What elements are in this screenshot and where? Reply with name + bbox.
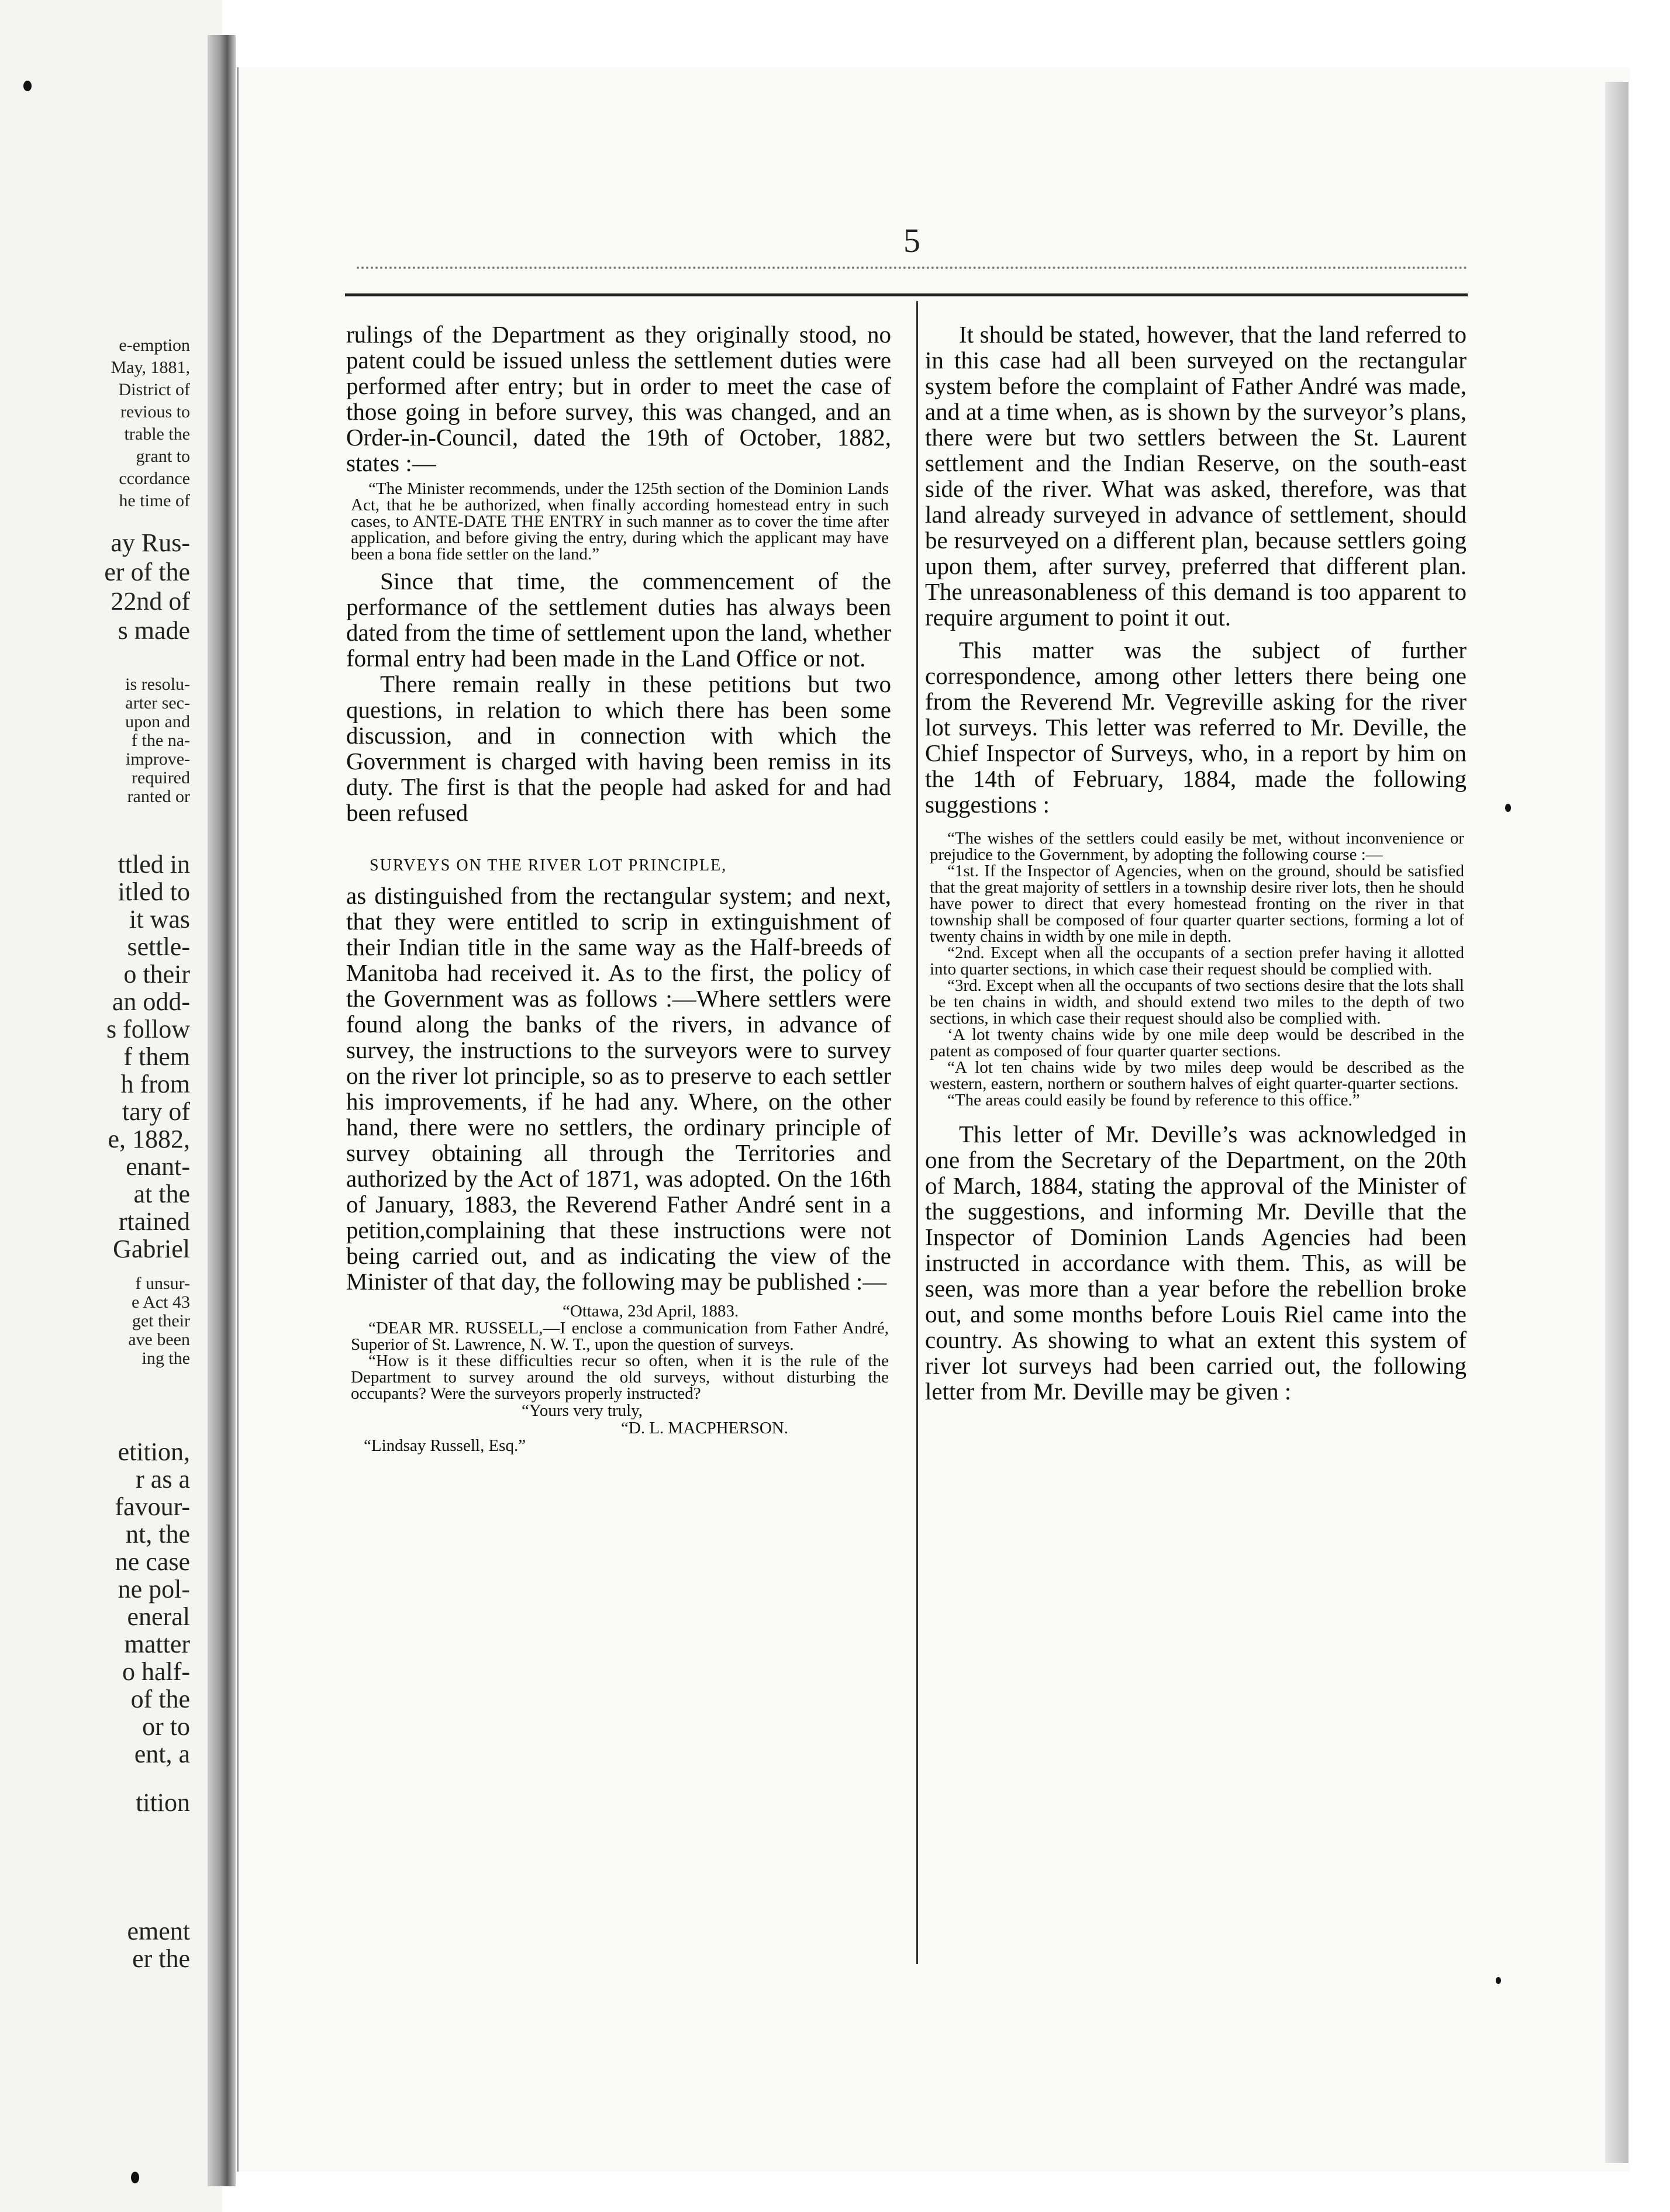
left-page-line: e, 1882, [108, 1125, 190, 1153]
left-page-line: settle- [127, 932, 190, 961]
left-page-line: o half- [122, 1657, 190, 1686]
left-page-line: trable the [124, 424, 190, 444]
left-page-line: enant- [126, 1152, 190, 1181]
deville-quote: “2nd. Except when all the occupants of a section prefer having it allotted into quarter sections, in which case their request should be complied with. [930, 943, 1464, 979]
letter-closing: “Yours very truly, [522, 1401, 643, 1420]
left-facing-page [0, 0, 222, 2212]
left-page-line: itled to [118, 877, 190, 906]
right-column [925, 322, 1467, 1404]
left-column [346, 322, 891, 1454]
letter-date: “Ottawa, 23d April, 1883. [563, 1302, 739, 1321]
left-page-line: revious to [120, 402, 190, 421]
left-page-line: er of the [104, 558, 190, 586]
left-page-line: ne case [115, 1547, 190, 1576]
left-page-line: ccordance [119, 469, 190, 488]
order-in-council-quote: “The Minister recommends, under the 125th section of the Dominion Lands Act, that he be authorized, when finally according homestead entry in such cases, to ANTE-DATE THE ENTRY in such manner as to cover the time after application, and before giving the entry, during which the applicant may have been a bona fide settler on the land.” [351, 479, 889, 564]
ink-spot [23, 81, 32, 91]
left-page-line: improve- [126, 749, 190, 769]
ink-spot [1505, 804, 1511, 812]
left-page-line: or to [142, 1712, 190, 1741]
paragraph: Since that time, the commencement of the performance of the settlement duties has always been dated from the time of settlement upon the land, whether formal entry had been made in the Land Office or not. [346, 568, 891, 672]
left-page-line: May, 1881, [111, 358, 190, 377]
left-page-line: is resolu- [125, 675, 190, 694]
letter-addressee: “Lindsay Russell, Esq.” [364, 1436, 526, 1455]
left-page-line: er the [132, 1944, 190, 1973]
left-page-line: of the [130, 1685, 190, 1713]
left-page-line: arter sec- [125, 693, 190, 713]
left-page-line: ave been [128, 1330, 190, 1349]
paragraph: There remain really in these petitions but two questions, in relation to which there has been some discussion, and in connection with which the Government is charged with having been remiss in its duty. The first is that the people had asked for and had been refused [346, 670, 891, 826]
left-page-line: f unsur- [135, 1274, 190, 1293]
left-page-line: it was [129, 905, 190, 934]
deville-quote: “The areas could easily be found by reference to this office.” [947, 1091, 1360, 1110]
left-page-line: rtained [118, 1207, 190, 1236]
left-page-line: e-emption [119, 336, 190, 355]
letter-body: “How is it these difficulties recur so often, when it is the rule of the Department to survey around the old surveys, without disturbing the occupants? Were the surveyors properly instructed? [351, 1352, 889, 1403]
left-page-line: f the na- [132, 731, 190, 750]
left-page-line: grant to [136, 447, 190, 466]
left-page-line: 22nd of [111, 587, 190, 616]
left-page-line: f them [123, 1042, 190, 1071]
left-page-line: ent, a [134, 1740, 190, 1768]
left-page-line: tary of [122, 1097, 190, 1126]
left-page-line: nt, the [126, 1520, 190, 1549]
left-page-line: ay Rus- [111, 528, 190, 557]
ink-spot [131, 2172, 139, 2183]
header-dotted-rule [357, 267, 1468, 269]
left-page-line: ranted or [127, 787, 190, 806]
left-page-line: s made [118, 616, 190, 645]
left-page-line: r as a [136, 1465, 190, 1494]
left-page-line: District of [118, 380, 190, 399]
letter-body: “DEAR MR. RUSSELL,—I enclose a communication from Father André, Superior of St. Lawrence, N. W. T., upon the question of surveys. [351, 1319, 889, 1354]
left-page-line: an odd- [112, 987, 190, 1016]
paragraph: rulings of the Department as they originally stood, no patent could be issued unless the settlement duties were performed after entry; but in order to meet the case of those going in before survey, this was changed, and an Order-in-Council, dated the 19th of October, 1882, states :— [346, 321, 891, 476]
left-page-line: at the [133, 1180, 190, 1208]
left-page-line: s follow [106, 1015, 190, 1043]
paragraph: as distinguished from the rectangular system; and next, that they were entitled to scrip in extinguishment of their Indian title in the same way as the Half-breeds of Manitoba had received it. As to the first, the policy of the Government was as follows :—Where settlers were found along the banks of the rivers, in advance of survey, the instructions to the surveyors were to survey on the river lot principle, so as to preserve to each settler his improvements, if he had any. Where, on the other hand, there were no settlers, the ordinary principle of survey obtaining all through the Territories and authorized by the Act of 1871, was adopted. On the 16th of January, 1883, the Reverend Father André sent in a petition,complaining that these instructions were not being carried out, and as indicating the view of the Minister of that day, the following may be published :— [346, 882, 891, 1295]
page-number: 5 [903, 222, 920, 260]
left-page-line: upon and [125, 712, 190, 731]
column-divider [916, 301, 918, 1964]
left-page-line: e Act 43 [132, 1292, 190, 1312]
left-page-line: ement [127, 1917, 190, 1945]
left-page-line: tition [136, 1788, 190, 1817]
left-page-line: Gabriel [113, 1235, 190, 1263]
book-gutter [208, 35, 236, 2186]
header-rule [345, 293, 1468, 296]
letter-signature: “D. L. MACPHERSON. [621, 1419, 788, 1437]
deville-quote: “3rd. Except when all the occupants of two sections desire that the lots shall be ten chains in width, and should extend two miles to the depth of two sections, in which case their request should also be complied with. [930, 976, 1464, 1028]
left-page-line: favour- [115, 1492, 190, 1521]
left-page-line: o their [123, 960, 190, 989]
paragraph: It should be stated, however, that the land referred to in this case had all been surveyed on the rectangular system before the complaint of Father André was made, and at a time when, as is shown by the surveyor’s plans, there were but two settlers between the St. Laurent settlement and the Indian Reserve, on the south-east side of the river. What was asked, therefore, was that land already surveyed in advance of settlement, should be resurveyed on a different plan, because settlers going upon them, after survey, preferred that different plan. The unreasonableness of this demand is too apparent to require argument to point it out. [925, 321, 1467, 631]
paragraph: This letter of Mr. Deville’s was acknowledged in one from the Secretary of the Department, on the 20th of March, 1884, stating the approval of the Minister of the suggestions, and informing Mr. Deville that the Inspector of Dominion Lands Agencies had been instructed in accordance with them. This, as will be seen, was more than a year before the rebellion broke out, and some months before Louis Riel came into the country. As showing to what an extent this system of river lot surveys had been carried out, the following letter from Mr. Deville may be given : [925, 1121, 1467, 1405]
deville-quote: “1st. If the Inspector of Agencies, when on the ground, should be satisfied that the great majority of settlers in a township desire river lots, then he should have power to direct that every homestead fronting on the river in that township shall be composed of four quarter quarter sections, forming a lot of twenty chains in width by one mile in depth. [930, 862, 1464, 946]
ink-spot [1496, 1977, 1501, 1984]
deville-quote: “A lot ten chains wide by two miles deep would be described as the western, eastern, northern or southern halves of eight quarter-quarter sections. [930, 1058, 1464, 1093]
left-page-line: ne pol- [118, 1575, 190, 1603]
section-heading: SURVEYS ON THE RIVER LOT PRINCIPLE, [370, 856, 727, 875]
left-page-line: he time of [119, 491, 190, 510]
deville-quote: “The wishes of the settlers could easily be met, without inconvenience or prejudice to the Government, by adopting the following course :— [930, 829, 1464, 864]
left-page-line: etition, [118, 1437, 190, 1466]
left-page-line: ing the [142, 1349, 190, 1368]
left-page-line: ttled in [118, 850, 190, 879]
deville-quote: ‘A lot twenty chains wide by one mile deep would be described in the patent as composed of four quarter quarter sections. [930, 1025, 1464, 1060]
left-page-line: matter [124, 1630, 190, 1658]
paragraph: This matter was the subject of further correspondence, among other letters there being one from the Reverend Mr. Vegreville asking for the river lot surveys. This letter was referred to Mr. Deville, the Chief Inspector of Surveys, who, in a report by him on the 14th of February, 1884, made the following suggestions : [925, 637, 1467, 818]
page-edge [1605, 82, 1628, 2163]
left-page-line: eneral [127, 1602, 190, 1631]
left-page-line: required [132, 768, 190, 787]
left-page-line: h from [120, 1070, 190, 1098]
left-page-line: get their [132, 1311, 190, 1330]
